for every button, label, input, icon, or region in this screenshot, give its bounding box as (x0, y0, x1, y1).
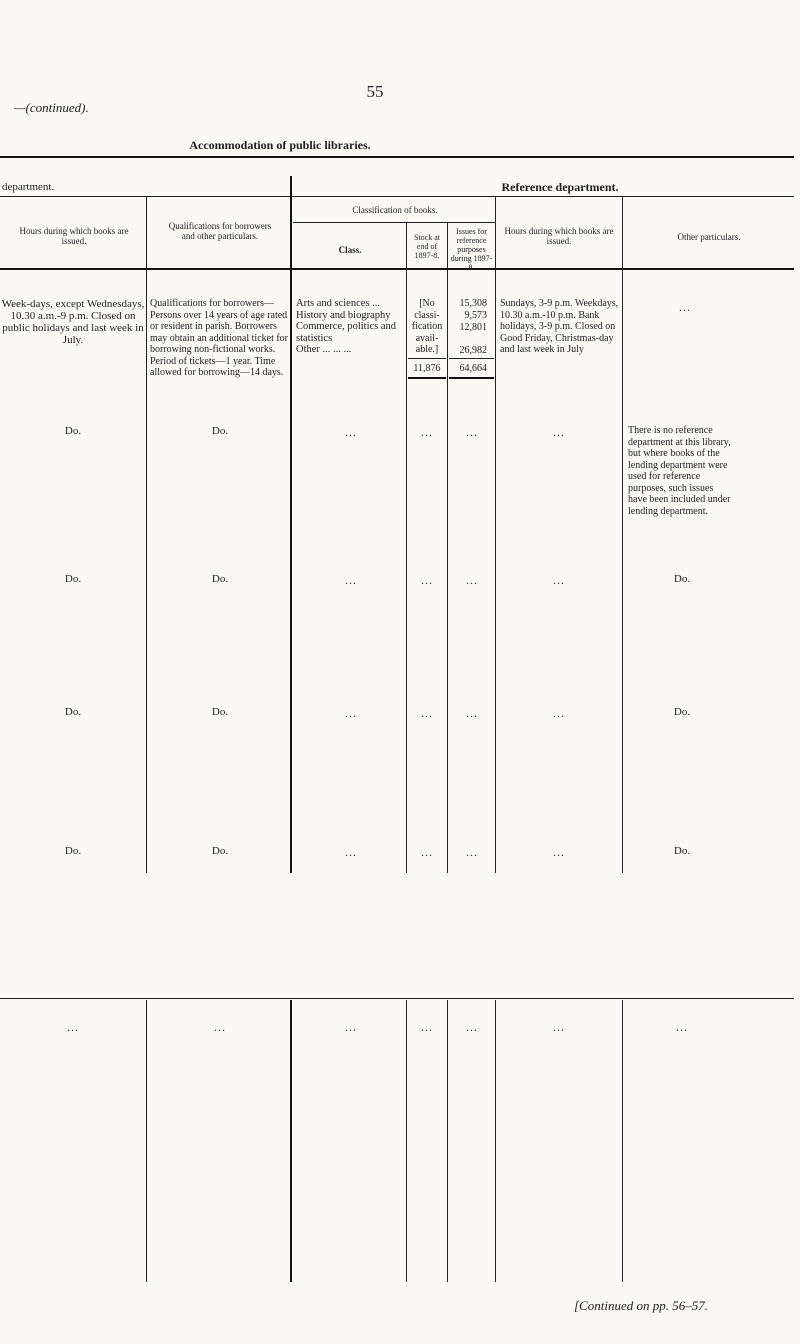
row5-stock: ... (421, 845, 433, 859)
row1-lending-hours: Week-days, except Wednesdays, 10.30 a.m.-9 p.m. Closed on public holidays and last week in July. (1, 298, 145, 346)
stock-line: able.] (415, 344, 439, 355)
issues-subtotal-rule (449, 358, 494, 359)
reference-section-heading: Reference department. (501, 180, 619, 194)
row1-stock (407, 298, 447, 356)
row6-ref-hours: ... (553, 1020, 565, 1034)
continued-label: —(continued). (14, 100, 89, 115)
stock-total-rule (408, 377, 446, 379)
row1-issues (449, 298, 487, 357)
row6-other: ... (676, 1020, 688, 1034)
row2-lending-hours: Do. (64, 425, 82, 437)
class-item: Commerce, politics and statistics (296, 321, 397, 344)
issues-value: 15,308 (459, 298, 487, 309)
class-item: History and biography (296, 309, 391, 321)
header-lending-hours: Hours during which books are issued. (19, 226, 129, 246)
row5-other: Do. (673, 845, 691, 857)
header-classification: Classification of books. (352, 205, 438, 215)
row3-stock: ... (421, 573, 433, 587)
classification-rule (293, 222, 496, 223)
stock-line: fication (411, 321, 443, 332)
col-divider-2 (290, 176, 292, 873)
lending-section-heading: department. (2, 181, 55, 193)
row1-issues-total: 64,664 (459, 363, 487, 374)
row2-class: ... (345, 425, 357, 439)
row4-issues: ... (466, 706, 478, 720)
header-class: Class. (338, 245, 362, 255)
row1-stock-total: 11,876 (413, 363, 441, 374)
row4-ref-hours: ... (553, 706, 565, 720)
row3-class: ... (345, 573, 357, 587)
class-item: Arts and sciences ... (296, 298, 380, 309)
row5-ref-hours: ... (553, 845, 565, 859)
lower-divider-2 (290, 1000, 292, 1282)
class-item: Other ... ... ... (296, 344, 352, 355)
row3-lending-hours: Do. (64, 573, 82, 585)
header-other: Other particulars. (677, 232, 741, 242)
col-divider-1 (146, 197, 147, 873)
row1-qualifications: Qualifications for borrowers—Persons over 14 years of age rated or resident in parish. Borrowers may obtain an additional ticket for borrowing non-fictional works. Period of tickets—1 year. Time allowed for borrowing—14 days. (150, 298, 289, 378)
page-number: 55 (366, 82, 384, 101)
row4-class: ... (345, 706, 357, 720)
stock-line: classi- (414, 309, 440, 321)
header-qualifications: Qualifications for borrowers and other particulars. (168, 221, 272, 241)
row5-class: ... (345, 845, 357, 859)
table-caption: Accommodation of public libraries. (189, 138, 371, 152)
header-issues: Issues for reference purposes during 1897-8. (450, 227, 493, 272)
row4-lending-hours: Do. (64, 706, 82, 718)
row1-other: ... (679, 300, 691, 314)
row6-qualifications: ... (214, 1020, 226, 1034)
issues-total-rule (449, 377, 494, 379)
bottom-rule (0, 998, 794, 999)
header-stock: Stock at end of 1897-8. (414, 233, 440, 260)
col-divider-5 (495, 197, 496, 873)
issues-value: 9,573 (464, 310, 487, 321)
row4-other: Do. (673, 706, 691, 718)
continued-footer: [Continued on pp. 56–57. (574, 1298, 708, 1313)
row2-other: There is no reference department at this library, but where books of the lending department were used for reference purposes, such issues have been included under lending department. (628, 425, 731, 517)
row4-qualifications: Do. (211, 706, 229, 718)
top-rule (0, 156, 794, 158)
col-divider-6 (622, 197, 623, 873)
lower-divider-1 (146, 1000, 147, 1282)
section-rule (0, 196, 794, 197)
row3-other: Do. (673, 573, 691, 585)
row5-lending-hours: Do. (64, 845, 82, 857)
lower-divider-5 (495, 1000, 496, 1282)
row6-lending-hours: ... (67, 1020, 79, 1034)
stock-line: [No (419, 298, 435, 309)
row2-stock: ... (421, 425, 433, 439)
row4-stock: ... (421, 706, 433, 720)
header-ref-hours: Hours during which books are issued. (504, 226, 614, 246)
row5-qualifications: Do. (211, 845, 229, 857)
row1-classes (296, 298, 406, 356)
issues-value: 12,801 (459, 322, 487, 333)
row6-issues: ... (466, 1020, 478, 1034)
row2-ref-hours: ... (553, 425, 565, 439)
col-divider-4 (447, 222, 448, 873)
row3-ref-hours: ... (553, 573, 565, 587)
row3-issues: ... (466, 573, 478, 587)
row6-stock: ... (421, 1020, 433, 1034)
row5-issues: ... (466, 845, 478, 859)
row2-qualifications: Do. (211, 425, 229, 437)
lower-divider-6 (622, 1000, 623, 1282)
row3-qualifications: Do. (211, 573, 229, 585)
stock-subtotal-rule (408, 358, 446, 359)
row2-issues: ... (466, 425, 478, 439)
stock-line: avail- (415, 332, 439, 344)
row6-class: ... (345, 1020, 357, 1034)
lower-divider-4 (447, 1000, 448, 1282)
row1-ref-hours: Sundays, 3-9 p.m. Weekdays, 10.30 a.m.-10 p.m. Bank holidays, 3-9 p.m. Closed on Good Friday, Christmas-day and last week in July (500, 298, 619, 355)
header-bottom-rule (0, 268, 794, 270)
issues-value: 26,982 (459, 345, 487, 356)
lower-divider-3 (406, 1000, 407, 1282)
